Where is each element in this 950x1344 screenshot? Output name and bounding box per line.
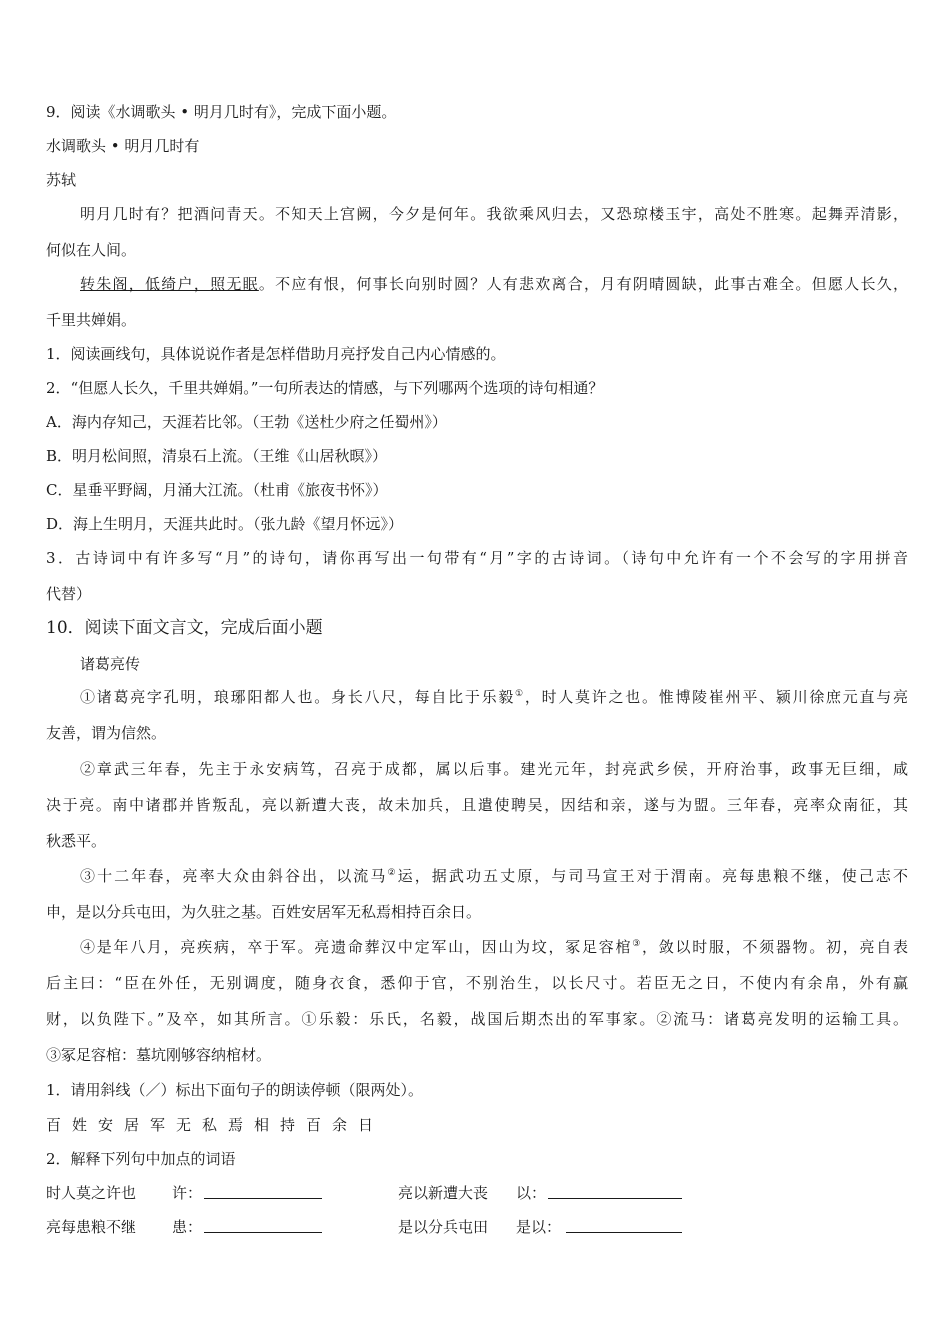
- fill-word-4: 是以：: [516, 1218, 562, 1236]
- para4-line1: [80, 937, 908, 957]
- fill-sentence-4: 是以分兵屯田: [398, 1218, 489, 1236]
- q9-sub3-line2: 代替）: [46, 585, 92, 603]
- footnote-mark-2: ②: [387, 868, 398, 878]
- para3-text-a: ③十二年春，亮率大众由斜谷出，以流马: [80, 867, 388, 885]
- stanza2-rest: 。不应有恨，何事长向别时圆？人有悲欢离合，月有阴晴圆缺，此事古难全。但愿人长久，: [258, 275, 908, 293]
- fill-word-3: 患：: [172, 1218, 203, 1236]
- footnote-mark-1: ①: [515, 689, 525, 699]
- para1-line1: [80, 687, 908, 707]
- fill-word-2: 以：: [516, 1184, 547, 1202]
- text-title: 诸葛亮传: [80, 655, 141, 673]
- poem-author: 苏轼: [46, 171, 77, 189]
- poem-stanza1-line1: 明月几时有？把酒问青天。不知天上宫阙，今夕是何年。我欲乘风归去，又恐琼楼玉宇，高处不胜寒。起舞弄清影，: [80, 205, 908, 223]
- fill-sentence-1: 时人莫之许也: [46, 1184, 137, 1202]
- footnote-mark-3: ③: [632, 939, 642, 949]
- poem-stanza2-line1: [80, 274, 908, 294]
- poem-stanza1-line2: 何似在人间。: [46, 241, 137, 259]
- para2-line1: ②章武三年春，先主于永安病笃，召亮于成都，属以后事。建光元年，封亮武乡侯，开府治事，政事无巨细，咸: [80, 760, 908, 778]
- q10-title: 10．阅读下面文言文，完成后面小题: [46, 618, 323, 638]
- para2-line3: 秋悉平。: [46, 832, 107, 850]
- para4-line4: ③冢足容棺：墓坑刚够容纳棺材。: [46, 1046, 272, 1064]
- q9-title: 9．阅读《水调歌头 • 明月几时有》，完成下面小题。: [46, 103, 397, 121]
- fill-sentence-3: 亮每患粮不继: [46, 1218, 137, 1236]
- fill-sentence-2: 亮以新遭大丧: [398, 1184, 489, 1202]
- q9-sub3-line1: 3．古诗词中有许多写“月”的诗句，请你再写出一句带有“月”字的古诗词。（诗句中允许有一个不会写的字用拼音: [46, 549, 908, 567]
- para4-line3: 财，以负陛下。”及卒，如其所言。①乐毅：乐氏，名毅，战国后期杰出的军事家。②流马：诸葛亮发明的运输工具。: [46, 1010, 908, 1028]
- para1-line2: 友善，谓为信然。: [46, 724, 167, 742]
- fill-blank-2[interactable]: [548, 1183, 682, 1204]
- para2-line2: 决于亮。南中诸郡并皆叛乱，亮以新遭大丧，故未加兵，且遣使聘吴，因结和亲，遂与为盟。三年春，亮率众南征，其: [46, 796, 908, 814]
- poem-stanza2-line2: 千里共婵娟。: [46, 311, 137, 329]
- option-d: D．海上生明月，天涯共此时。（张九龄《望月怀远》）: [46, 515, 404, 533]
- para4-line2: 后主曰：“臣在外任，无别调度，随身衣食，悉仰于官，不别治生，以长尺寸。若臣无之日，不使内有余帛，外有赢: [46, 974, 908, 992]
- fill-blank-4[interactable]: [566, 1217, 682, 1238]
- q9-sub2: 2．“但愿人长久，千里共婵娟。”一句所表达的情感，与下列哪两个选项的诗句相通？: [46, 379, 604, 397]
- para4-text-b: ，敛以时服，不须器物。初，亮自表: [642, 938, 908, 956]
- para3-line1: [80, 866, 908, 886]
- q9-sub1: 1．阅读画线句，具体说说作者是怎样借助月亮抒发自己内心情感的。: [46, 345, 506, 363]
- fill-blank-3[interactable]: [204, 1217, 322, 1238]
- fill-word-1: 许：: [172, 1184, 203, 1202]
- pause-sentence: 百姓安居军无私焉相持百余日: [46, 1116, 385, 1134]
- q10-sub2: 2．解释下列句中加点的词语: [46, 1150, 236, 1168]
- para1-text-a: ①诸葛亮字孔明，琅琊阳都人也。身长八尺，每自比于乐毅: [80, 688, 516, 706]
- poem-title: 水调歌头 • 明月几时有: [46, 137, 200, 155]
- option-b: B．明月松间照，清泉石上流。（王维《山居秋暝》）: [46, 447, 388, 465]
- para4-text-a: ④是年八月，亮疾病，卒于军。亮遗命葬汉中定军山，因山为坟，冢足容棺: [80, 938, 633, 956]
- para3-text-b: 运，据武功五丈原，与司马宣王对于渭南。亮每患粮不继，使己志不: [397, 867, 908, 885]
- para1-text-b: ，时人莫许之也。惟博陵崔州平、颍川徐庶元直与亮: [524, 688, 908, 706]
- q10-sub1: 1．请用斜线（／）标出下面句子的朗读停顿（限两处）。: [46, 1081, 424, 1099]
- fill-blank-1[interactable]: [204, 1183, 322, 1204]
- option-a: A．海内存知己，天涯若比邻。（王勃《送杜少府之任蜀州》）: [46, 413, 447, 431]
- option-c: C．星垂平野阔，月涌大江流。（杜甫《旅夜书怀》）: [46, 481, 388, 499]
- underlined-line: 转朱阁，低绮户，照无眠: [80, 275, 259, 293]
- para3-line2: 申，是以分兵屯田，为久驻之基。百姓安居军无私焉相持百余日。: [46, 903, 482, 921]
